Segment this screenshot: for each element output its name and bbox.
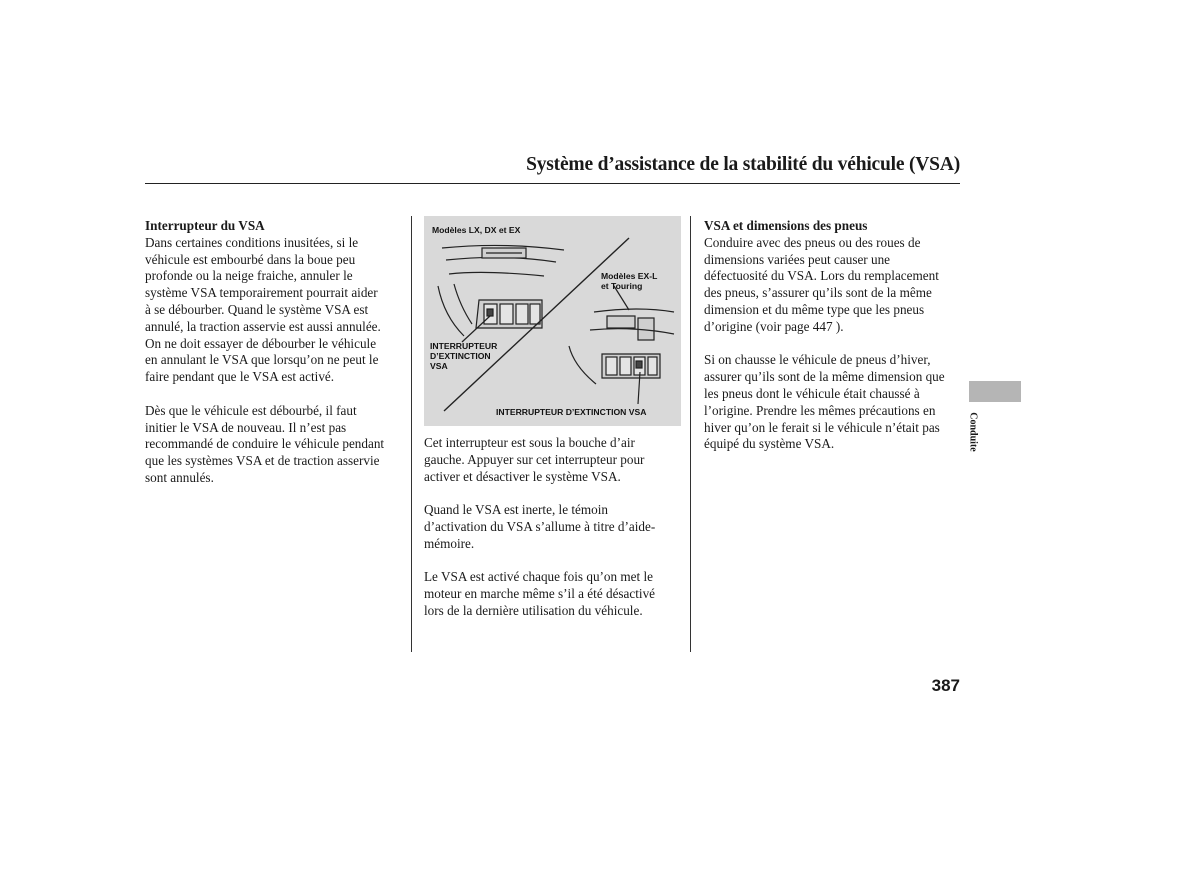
paragraph: Dans certaines conditions inusitées, si le véhicule est embourbé dans la boue peu profonde ou la neige fraiche, annuler le système VSA temporairement pourrait aider à se débourber. Quand le système VSA est annulé, la traction asservie est aussi annulée. On ne doit essayer de débourber le véhicule en annulant le VSA que lorsqu’on ne peut le faire pendant que le VSA est activé. — [145, 234, 381, 385]
column-tire-dimensions — [704, 218, 966, 470]
paragraph: Conduire avec des pneus ou des roues de dimensions variées peut causer une défectuosité du VSA. Lors du remplacement des pneus, s’assurer qu’ils sont de la même dimension et du même type que les pneus d’origine (voir page 447 ). — [704, 234, 939, 334]
figure-label-switch-left: INTERRUPTEUR D’EXTINCTION VSA — [430, 341, 498, 371]
figure-label-switch-bottom: INTERRUPTEUR D’EXTINCTION VSA — [496, 407, 647, 417]
paragraph: Le VSA est activé chaque fois qu’on met le moteur en marche même s’il a été désactivé lors de la dernière utilisation du véhicule. — [424, 569, 656, 618]
section-heading-tires: VSA et dimensions des pneus — [704, 218, 868, 233]
vsa-switch-illustration — [424, 216, 681, 426]
figure-label-exl-models: Modèles EX-L et Touring — [601, 271, 658, 291]
header-rule — [145, 183, 960, 184]
column-switch-usage — [424, 435, 686, 637]
paragraph: Cet interrupteur est sous la bouche d’air gauche. Appuyer sur cet interrupteur pour activer et désactiver le système VSA. — [424, 435, 645, 484]
section-heading-vsa-switch: Interrupteur du VSA — [145, 218, 265, 233]
paragraph: Si on chausse le véhicule de pneus d’hiver, assurer qu’ils sont de la même dimension que les pneus dont le véhicule était chaussé à l’origine. Prendre les mêmes précautions en hiver qu’on le ferait si le véhicule n’était pas équipé du système VSA. — [704, 352, 945, 452]
section-tab-marker — [969, 381, 1021, 402]
paragraph: Quand le VSA est inerte, le témoin d’activation du VSA s’allume à titre d’aide- mémoire. — [424, 502, 656, 551]
dashboard-drawing — [424, 216, 681, 426]
page-number: 387 — [931, 676, 960, 695]
column-vsa-switch — [145, 218, 407, 504]
column-divider — [411, 216, 412, 652]
column-divider — [690, 216, 691, 652]
section-side-label — [962, 406, 984, 458]
page-title: Système d’assistance de la stabilité du véhicule (VSA) — [526, 154, 960, 175]
paragraph: Dès que le véhicule est débourbé, il faut initier le VSA de nouveau. Il n’est pas recommandé de conduire le véhicule pendant que les systèmes VSA et de traction asservie sont annulés. — [145, 402, 385, 485]
section-label-text: Conduite — [967, 412, 979, 452]
figure-label-lx-models: Modèles LX, DX et EX — [432, 225, 521, 235]
